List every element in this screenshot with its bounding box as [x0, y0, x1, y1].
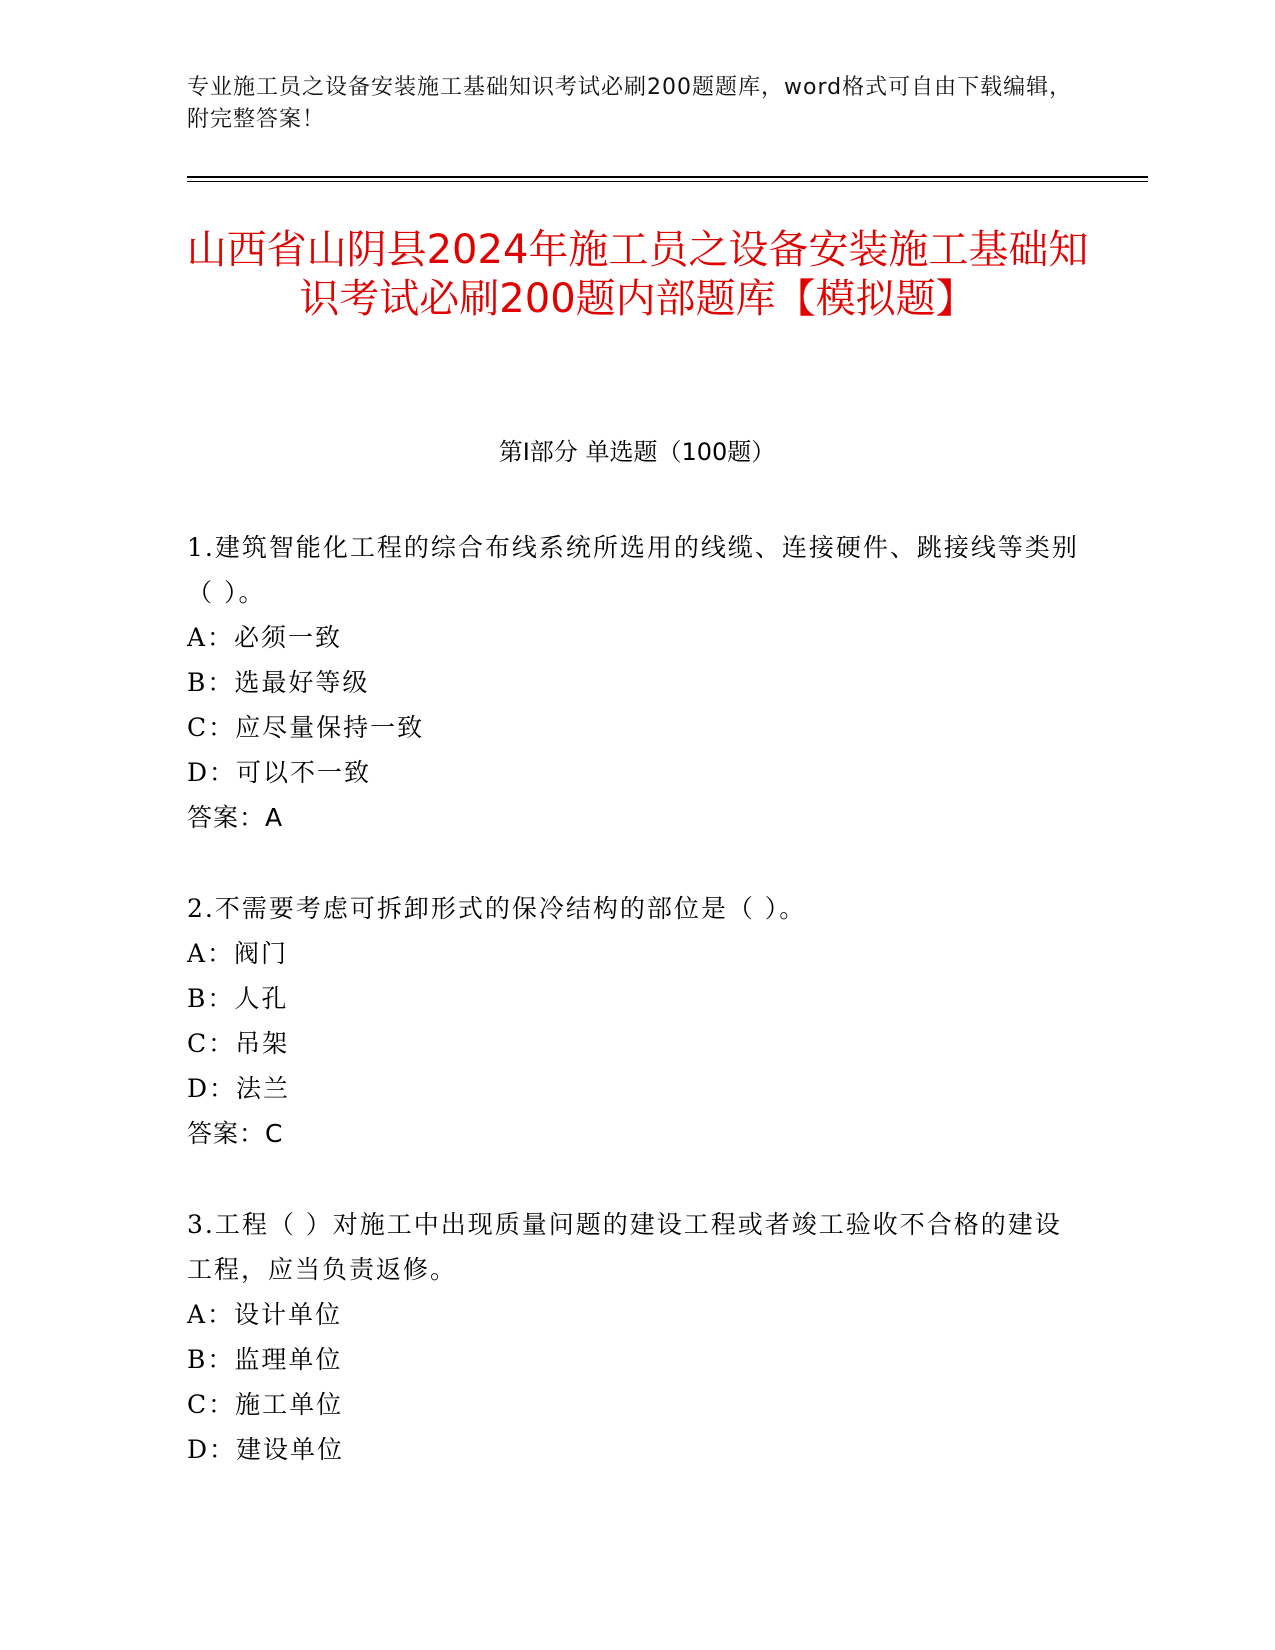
section-title: 第I部分 单选题（100题） [498, 438, 776, 466]
question-3 [187, 1202, 1087, 1472]
question-stem: 2.不需要考虑可拆卸形式的保冷结构的部位是（ ）。 [187, 894, 807, 923]
option-d: D：可以不一致 [187, 758, 372, 787]
option-a: A：必须一致 [187, 623, 343, 652]
option-d: D：建设单位 [187, 1435, 345, 1464]
header-rule-thin [187, 181, 1148, 182]
option-c: C：施工单位 [187, 1390, 344, 1419]
document-title: 山西省山阴县2024年施工员之设备安装施工基础知识考试必刷200题内部题库【模拟题】 [186, 227, 1089, 322]
option-c: C：应尽量保持一致 [187, 713, 425, 742]
answer: 答案：A [187, 803, 284, 832]
option-d: D：法兰 [187, 1074, 291, 1103]
question-list [187, 525, 1087, 1518]
header-note: 专业施工员之设备安装施工基础知识考试必刷200题题库，word格式可自由下载编辑，附完整答案！ [187, 75, 1073, 132]
option-b: B：监理单位 [187, 1345, 343, 1374]
question-1 [187, 525, 1087, 840]
option-c: C：吊架 [187, 1029, 290, 1058]
answer: 答案：C [187, 1119, 284, 1148]
option-b: B：选最好等级 [187, 668, 370, 697]
option-b: B：人孔 [187, 984, 289, 1013]
question-stem: 1.建筑智能化工程的综合布线系统所选用的线缆、连接硬件、跳接线等类别（ ）。 [187, 533, 1079, 607]
header-rule-thick [187, 176, 1148, 178]
option-a: A：阀门 [187, 939, 289, 968]
question-2 [187, 886, 1087, 1156]
option-a: A：设计单位 [187, 1300, 343, 1329]
question-stem: 3.工程（ ）对施工中出现质量问题的建设工程或者竣工验收不合格的建设工程，应当负责返修。 [187, 1210, 1062, 1284]
